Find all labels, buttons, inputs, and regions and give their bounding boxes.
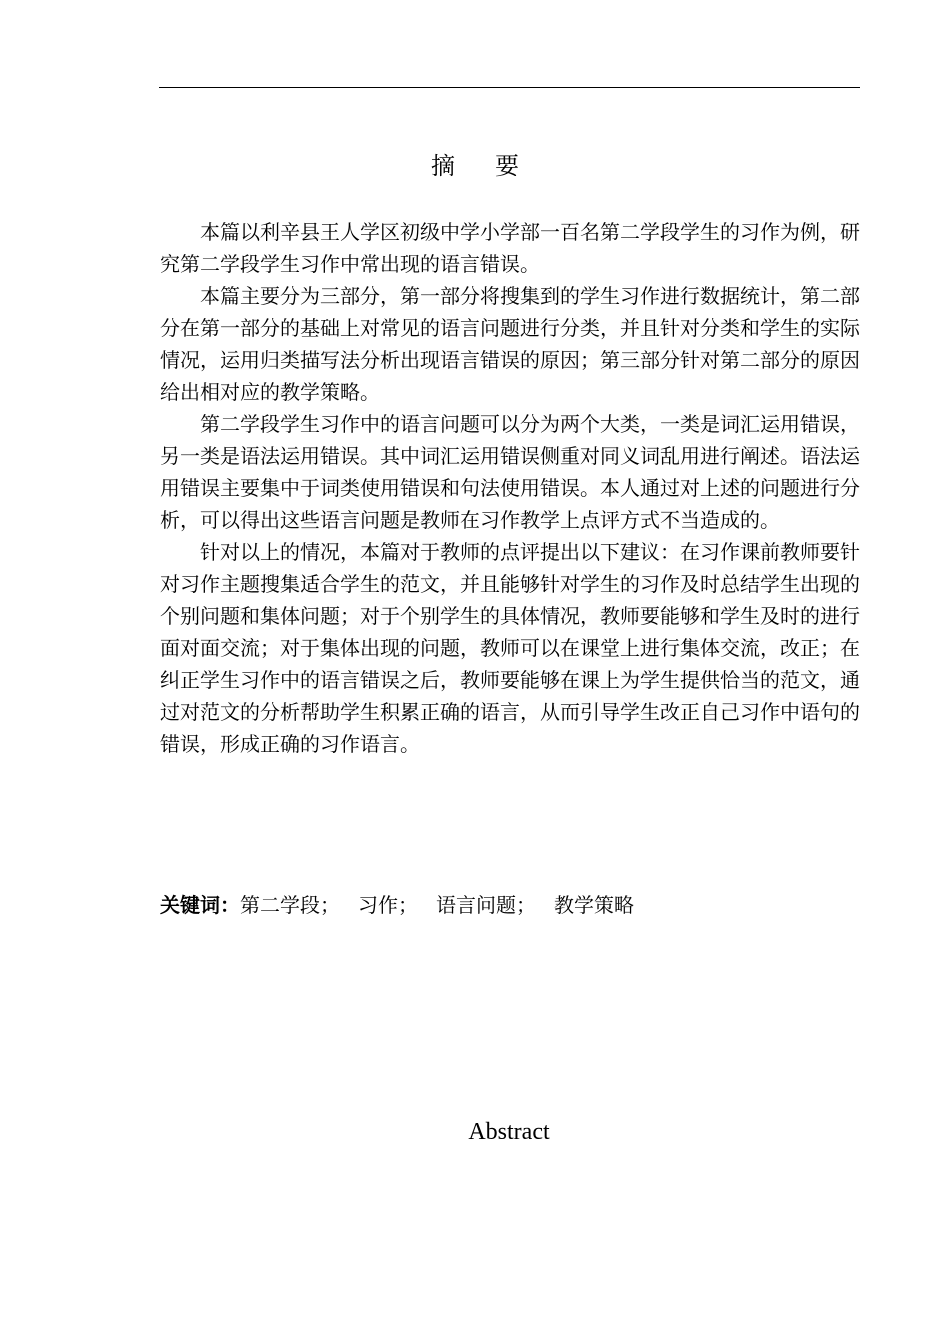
keyword-item: 语言问题；	[436, 893, 536, 917]
abstract-paragraph-2: 本篇主要分为三部分，第一部分将搜集到的学生习作进行数据统计，第二部分在第一部分的基础上对常见的语言问题进行分类，并且针对分类和学生的实际情况，运用归类描写法分析出现语言错误的原因；第三部分针对第二部分的原因给出相对应的教学策略。	[160, 284, 860, 404]
abstract-title-char-2: 要	[495, 152, 519, 180]
abstract-paragraph-3: 第二学段学生习作中的语言问题可以分为两个大类，一类是词汇运用错误，另一类是语法运用错误。其中词汇运用错误侧重对同义词乱用进行阐述。语法运用错误主要集中于词类使用错误和句法使用错误。本人通过对上述的问题进行分析，可以得出这些语言问题是教师在习作教学上点评方式不当造成的。	[160, 412, 860, 532]
abstract-title-en: Abstract	[468, 1119, 550, 1145]
keywords-line	[160, 889, 860, 921]
keywords-label: 关键词：	[160, 893, 240, 917]
abstract-title-cn	[0, 148, 950, 184]
abstract-paragraph-1: 本篇以利辛县王人学区初级中学小学部一百名第二学段学生的习作为例，研究第二学段学生习作中常出现的语言错误。	[160, 220, 860, 276]
header-rule	[159, 87, 860, 88]
abstract-body	[160, 216, 860, 760]
abstract-title-char-1: 摘	[431, 152, 455, 180]
keyword-item: 教学策略	[554, 893, 634, 917]
keyword-item: 习作；	[358, 893, 418, 917]
abstract-paragraph-4: 针对以上的情况，本篇对于教师的点评提出以下建议：在习作课前教师要针对习作主题搜集适合学生的范文，并且能够针对学生的习作及时总结学生出现的个别问题和集体问题；对于个别学生的具体情况，教师要能够和学生及时的进行面对面交流；对于集体出现的问题，教师可以在课堂上进行集体交流，改正；在纠正学生习作中的语言错误之后，教师要能够在课上为学生提供恰当的范文，通过对范文的分析帮助学生积累正确的语言，从而引导学生改正自己习作中语句的错误，形成正确的习作语言。	[160, 540, 860, 756]
keyword-item: 第二学段；	[240, 893, 340, 917]
